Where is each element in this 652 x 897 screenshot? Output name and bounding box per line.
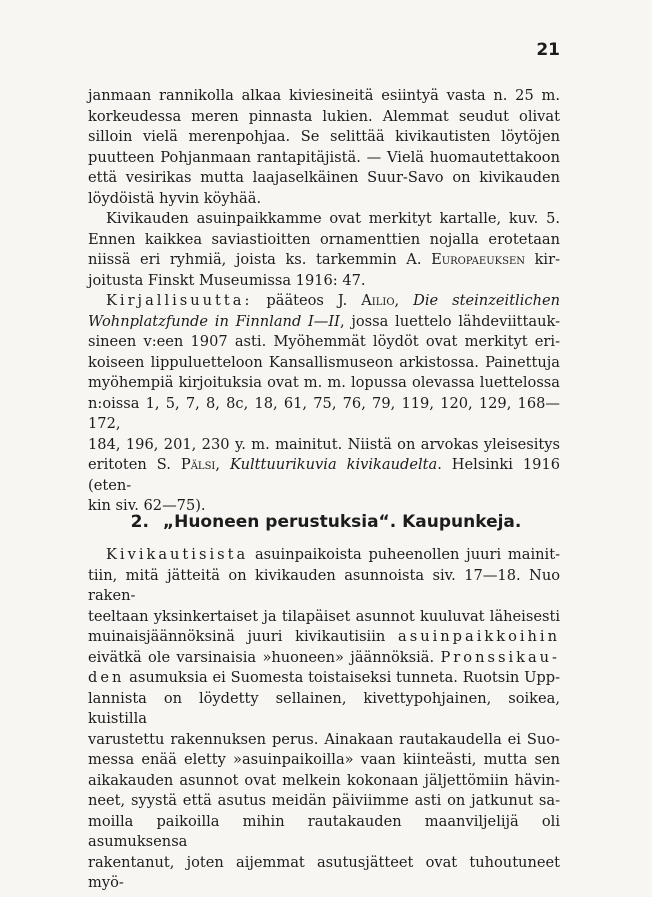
- page-number: 21: [536, 40, 560, 60]
- paragraph-4-line: moilla paikoilla mihin rautakauden maanviljelijä oli asumuksensa: [88, 812, 560, 850]
- paragraph-1-line: puutteen Pohjanmaan rantapitäjistä. — Vielä huomautettakoon: [88, 148, 560, 166]
- book-title: Kulttuurikuvia kivikaudelta: [229, 456, 438, 473]
- paragraph-4-line: rakentanut, joten aijemmat asutusjätteet ovat tuhoutuneet myö-: [88, 853, 560, 891]
- book-title: Wohnplatzfunde in Finnland I—II: [88, 312, 340, 330]
- text-run: , jossa luettelo lähdeviittauk-: [339, 312, 560, 330]
- paragraph-4-line: aikakauden asunnot ovat melkein kokonaan jäljettömiin hävin-: [88, 771, 560, 789]
- paragraph-3-line: koiseen lippuluetteloon Kansallismuseon arkistossa. Painettuja: [88, 353, 560, 371]
- paragraph-4-line: messa enää eletty »asuinpaikoilla» vaan kiinteästi, mutta sen: [88, 751, 560, 768]
- paragraph-4-line: neet, syystä että asutus meidän päiviimme asti on jatkunut sa-: [88, 792, 560, 809]
- paragraph-1-line: janmaan rannikolla alkaa kiviesineitä esiintyä vasta n. 25 m.: [88, 87, 560, 104]
- spaced-term: den: [88, 669, 125, 686]
- paragraph-2-line: Ennen kaikkea saviastioitten ornamenttien nojalla erotetaan: [88, 230, 560, 248]
- paragraph-4-line: [88, 648, 560, 669]
- text-run: kir-: [534, 251, 561, 268]
- spaced-lead-term: Kirjallisuutta:: [106, 292, 253, 309]
- spaced-lead-term: Kivikautisista: [106, 546, 249, 563]
- spaced-term: asuinpaikkoihin: [398, 628, 560, 645]
- paragraph-3-line: n:oissa 1, 5, 7, 8, 8c, 18, 61, 75, 76, 79, 119, 120, 129, 168—172,: [88, 394, 560, 432]
- spaced-term: Pronssikau-: [440, 648, 560, 666]
- text-run: . Helsinki 1916 (eten-: [88, 456, 561, 494]
- text-run: pääteos J.: [252, 292, 362, 309]
- text-run: eritoten S.: [88, 456, 181, 473]
- text-run: ,: [215, 456, 230, 473]
- paragraph-4-line: [88, 668, 560, 689]
- paragraph-4-line: teeltaan yksinkertaiset ja tilapäiset asunnot kuuluvat läheisesti: [88, 607, 560, 625]
- text-run: asumuksia ei Suomesta toistaiseksi tunneta. Ruotsin Upp-: [124, 669, 560, 686]
- paragraph-4-line: tiin, mitä jätteitä on kivikauden asunnoista siv. 17—18. Nuo raken-: [88, 566, 560, 604]
- paragraph-2-line: joitusta Finskt Museumissa 1916: 47.: [88, 271, 366, 289]
- paragraph-1-line: että vesirikas mutta laajaselkäinen Suur-Savo on kivikauden: [88, 169, 560, 186]
- paragraph-3-line: [88, 455, 560, 496]
- paragraph-4-line: [88, 545, 560, 566]
- author-name: Ailio: [361, 292, 395, 309]
- paragraph-1-line: korkeudessa meren pinnasta lukien. Alemmat seudut olivat: [88, 107, 560, 125]
- paragraph-1-line: silloin vielä merenpohjaa. Se selittää kivikautisten löytöjen: [88, 128, 560, 145]
- section-2-body: [88, 545, 560, 894]
- paragraph-2-line: Kivikauden asuinpaikkamme ovat merkityt kartalle, kuv. 5.: [106, 210, 560, 227]
- text-run: ,: [394, 292, 414, 309]
- paragraph-3-line: kin siv. 62—75).: [88, 497, 206, 514]
- author-name: Pälsi: [180, 456, 216, 473]
- paragraph-4-line: lannista on löydetty sellainen, kivettypohjainen, soikea, kuistilla: [88, 689, 560, 727]
- paragraph-3-line: myöhempiä kirjoituksia ovat m. m. lopussa olevassa luettelossa: [88, 374, 560, 391]
- heading-text: „Huoneen perustuksia“. Kaupunkeja.: [162, 512, 522, 532]
- paragraph-4-line: varustettu rakennuksen perus. Ainakaan rautakaudella ei Suo-: [88, 730, 560, 748]
- section-heading: [0, 512, 652, 532]
- paragraph-1-line: löydöistä hyvin köyhää.: [88, 189, 262, 207]
- text-run: asuinpaikoista puheenollen juuri mainit-: [248, 546, 560, 563]
- paragraph-2-line: [88, 250, 560, 271]
- paragraph-3-line: sineen v:een 1907 asti. Myöhemmät löydöt ovat merkityt eri-: [88, 333, 560, 350]
- paragraph-3-line: [88, 312, 560, 333]
- book-title: Die steinzeitlichen: [413, 292, 560, 309]
- section-1-body: [88, 86, 560, 517]
- paragraph-3-line: 184, 196, 201, 230 y. m. mainitut. Niistä on arvokas yleisesitys: [88, 435, 560, 453]
- paragraph-3-line: [88, 291, 560, 312]
- author-name: Europaeuksen: [431, 251, 526, 268]
- text-run: eivätkä ole varsinaisia »huoneen» jäännöksiä.: [88, 648, 441, 666]
- text-run: muinaisjäännöksinä juuri kivikautisiin: [88, 628, 399, 645]
- heading-number: 2.: [130, 512, 149, 532]
- paragraph-4-line: [88, 627, 560, 648]
- text-run: niissä eri ryhmiä, joista ks. tarkemmin A.: [88, 251, 422, 268]
